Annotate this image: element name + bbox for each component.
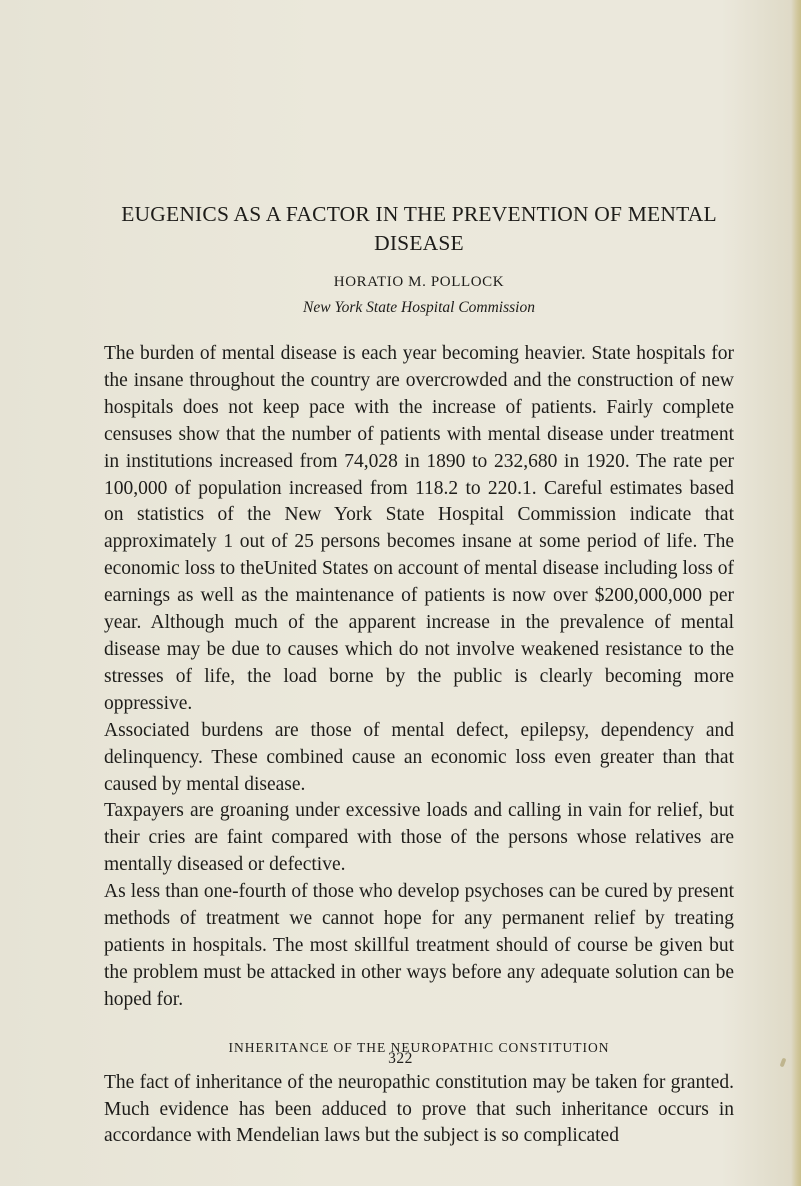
- intro-section: [104, 341, 734, 1014]
- article-title: EUGENICS AS A FACTOR IN THE PREVENTION OF MENTAL DISEASE: [121, 202, 717, 255]
- paragraph-3: Taxpayers are groaning under excessive loads and calling in vain for relief, but their cries are faint compared with those of the persons whose relatives are mentally diseased or defective.: [104, 800, 734, 876]
- paragraph-4: As less than one-fourth of those who develop psychoses can be cured by present methods of treatment we cannot hope for any permanent relief by treating patients in hospitals. The most skillful treatment should of course be given but the problem must be attacked in other ways before any adequate solution can be hoped for.: [104, 881, 734, 1010]
- page-number: 322: [388, 1050, 413, 1067]
- author-affiliation: New York State Hospital Commission: [303, 299, 535, 316]
- paragraph-2: Associated burdens are those of mental defect, epilepsy, dependency and delinquency. These combined cause an economic loss even greater than that caused by mental disease.: [104, 719, 734, 795]
- section-paragraph: The fact of inheritance of the neuropathic constitution may be taken for granted. Much evidence has been adduced to prove that such inheritance occurs in accordance with Mendelian laws but the subject is so complicated: [104, 1071, 734, 1147]
- article-body: [104, 200, 734, 1150]
- page-edge-shadow: [791, 0, 801, 1186]
- author-name: HORATIO M. POLLOCK: [333, 274, 505, 290]
- paragraph-1: The burden of mental disease is each year becoming heavier. State hospitals for the insane throughout the country are overcrowded and the construction of new hospitals does not keep pace with the increase of patients. Fairly complete censuses show that the number of patients with mental disease under treatment in institutions increased from 74,028 in 1890 to 232,680 in 1920. The rate per 100,000 of population increased from 118.2 to 220.1. Careful estimates based on statistics of the New York State Hospital Commission indicate that approximately 1 out of 25 persons becomes insane at some period of life. The economic loss to theUnited States on account of mental disease including loss of earnings as well as the maintenance of patients is now over $200,000,000 per year. Although much of the apparent increase in the prevalence of mental disease may be due to causes which do not involve weakened resistance to the stresses of life, the load borne by the public is clearly becoming more oppressive.: [104, 343, 734, 714]
- section-heading: INHERITANCE OF THE NEUROPATHIC CONSTITUTION: [228, 1039, 610, 1055]
